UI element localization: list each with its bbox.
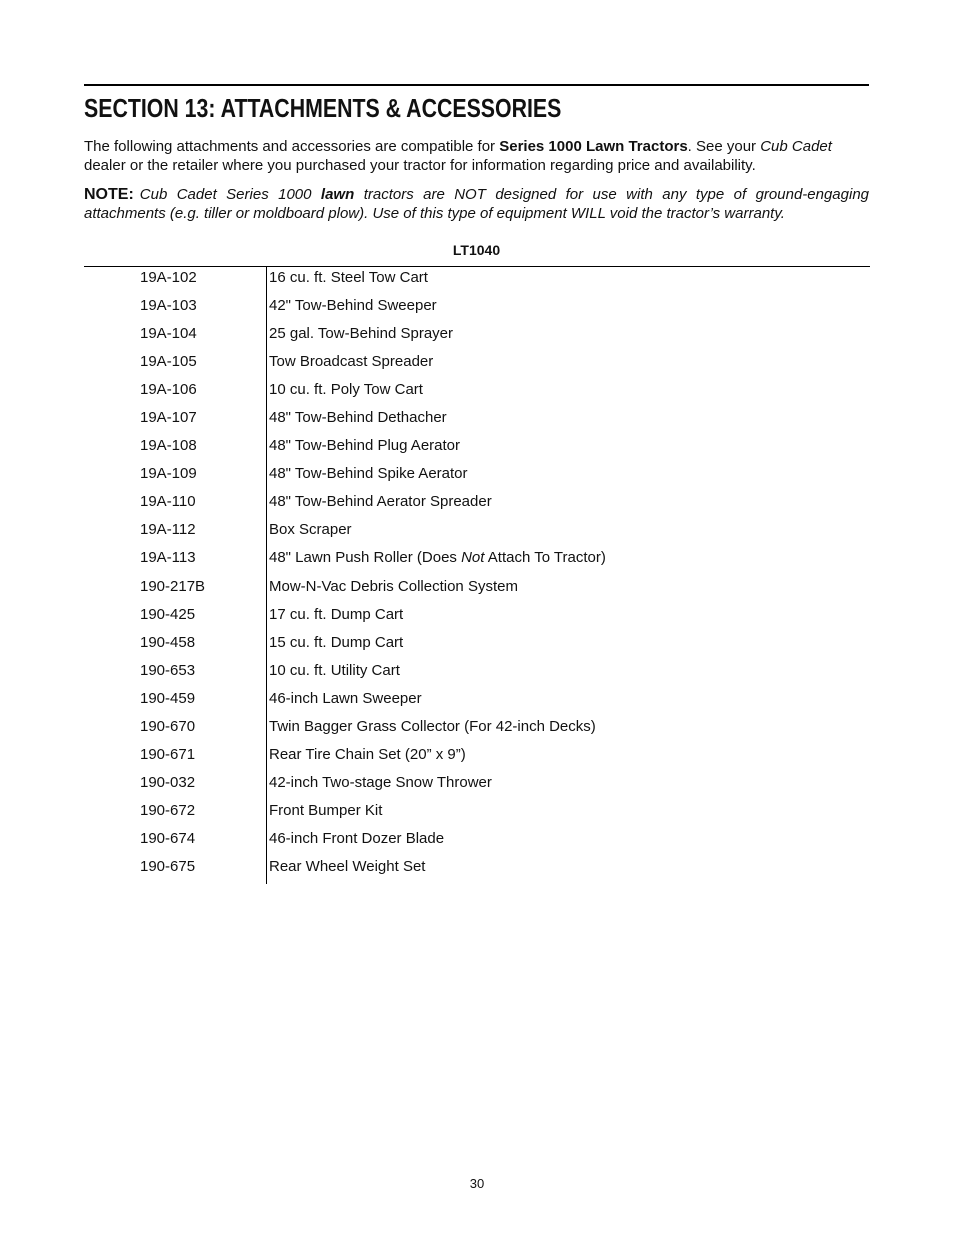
note-label: NOTE:: [84, 186, 134, 203]
part-number: 190-217B: [140, 577, 206, 595]
part-description: 42-inch Two-stage Snow Thrower: [269, 773, 492, 791]
description-text: Attach To Tractor): [484, 549, 606, 567]
part-number: 190-425: [140, 605, 196, 623]
part-number: 190-032: [140, 773, 196, 791]
table-row: [84, 295, 870, 323]
part-number: 190-671: [140, 745, 196, 763]
table-row: [84, 716, 870, 744]
table-row: [84, 435, 870, 463]
note-bold-text: lawn: [320, 186, 355, 203]
intro-italic-text: Cub Cadet: [760, 138, 832, 155]
part-description: 46-inch Front Dozer Blade: [269, 829, 445, 847]
part-description: 48" Tow-Behind Aerator Spreader: [269, 493, 492, 511]
table-row: [84, 800, 870, 828]
intro-text-1: The following attachments and accessories are compatible for: [84, 138, 500, 155]
table-row: [84, 856, 870, 884]
table-row: [84, 491, 870, 519]
part-description: 10 cu. ft. Utility Cart: [269, 661, 400, 679]
part-number: 190-459: [140, 689, 196, 707]
table-row: [84, 519, 870, 547]
part-number: 190-674: [140, 829, 196, 847]
part-number: 19A-107: [140, 409, 197, 427]
part-description: [269, 549, 606, 567]
part-number: 19A-102: [140, 269, 197, 286]
part-description: Tow Broadcast Spreader: [269, 353, 434, 371]
part-description: 16 cu. ft. Steel Tow Cart: [269, 269, 428, 286]
part-description: Rear Tire Chain Set (20” x 9”): [269, 745, 466, 763]
part-description: 15 cu. ft. Dump Cart: [269, 633, 404, 651]
table-row: [84, 744, 870, 772]
part-description: Mow-N-Vac Debris Collection System: [269, 577, 518, 595]
header-rule: [84, 84, 869, 86]
table-row: [84, 323, 870, 351]
part-description: 42" Tow-Behind Sweeper: [269, 297, 437, 315]
part-description: 48" Tow-Behind Dethacher: [269, 409, 447, 427]
part-number: 190-670: [140, 717, 196, 735]
part-number: 19A-106: [140, 381, 197, 399]
part-description: Front Bumper Kit: [269, 801, 383, 819]
table-title: LT1040: [452, 242, 501, 258]
table-row: [84, 632, 870, 660]
table-row: [84, 379, 870, 407]
table-row: [84, 547, 870, 575]
page-title: SECTION 13: ATTACHMENTS & ACCESSORIES: [84, 93, 562, 123]
part-number: 19A-109: [140, 465, 197, 483]
table-row: [84, 463, 870, 491]
table-row: [84, 604, 870, 632]
table-row: [84, 407, 870, 435]
part-description: 46-inch Lawn Sweeper: [269, 689, 422, 707]
part-number: 19A-105: [140, 353, 197, 371]
table-row: [84, 351, 870, 379]
table-row: [84, 660, 870, 688]
description-emphasis: Not: [461, 549, 485, 567]
note-paragraph: [84, 185, 869, 223]
table-row: [84, 576, 870, 604]
part-number: 19A-110: [140, 493, 196, 511]
part-number: 19A-104: [140, 325, 197, 343]
table-row: [84, 688, 870, 716]
part-description: 17 cu. ft. Dump Cart: [269, 605, 404, 623]
part-description: 25 gal. Tow-Behind Sprayer: [269, 325, 453, 343]
part-description: Box Scraper: [269, 521, 352, 539]
part-number: 190-672: [140, 801, 196, 819]
part-number: 19A-103: [140, 297, 197, 315]
accessories-table: [84, 267, 870, 884]
table-row: [84, 828, 870, 856]
part-number: 190-675: [140, 857, 196, 875]
intro-bold-text: Series 1000 Lawn Tractors: [499, 138, 688, 155]
part-number: 190-458: [140, 633, 196, 651]
table-row: [84, 267, 870, 295]
part-description: Twin Bagger Grass Collector (For 42-inch Decks): [269, 717, 596, 735]
part-number: 190-653: [140, 661, 196, 679]
intro-text-3: dealer or the retailer where you purchased your tractor for information regarding price and availability.: [84, 157, 756, 174]
part-number: 19A-113: [140, 549, 196, 567]
part-description: Rear Wheel Weight Set: [269, 857, 426, 875]
part-description: 10 cu. ft. Poly Tow Cart: [269, 381, 423, 399]
note-text-1: Cub Cadet Series 1000: [139, 186, 321, 203]
page-number: 30: [469, 1176, 485, 1191]
description-text: 48" Lawn Push Roller (Does: [269, 549, 462, 567]
table-row: [84, 772, 870, 800]
part-description: 48" Tow-Behind Spike Aerator: [269, 465, 468, 483]
intro-paragraph: [84, 137, 869, 175]
intro-text-2: . See your: [687, 138, 761, 155]
note-text-2: tractors are NOT designed for use with any type of ground-engaging attachments (e.g. tiller or moldboard plow). Use of this type of equipment WILL void the tractor’s warranty.: [84, 186, 870, 222]
part-description: 48" Tow-Behind Plug Aerator: [269, 437, 461, 455]
part-number: 19A-108: [140, 437, 197, 455]
part-number: 19A-112: [140, 521, 196, 539]
